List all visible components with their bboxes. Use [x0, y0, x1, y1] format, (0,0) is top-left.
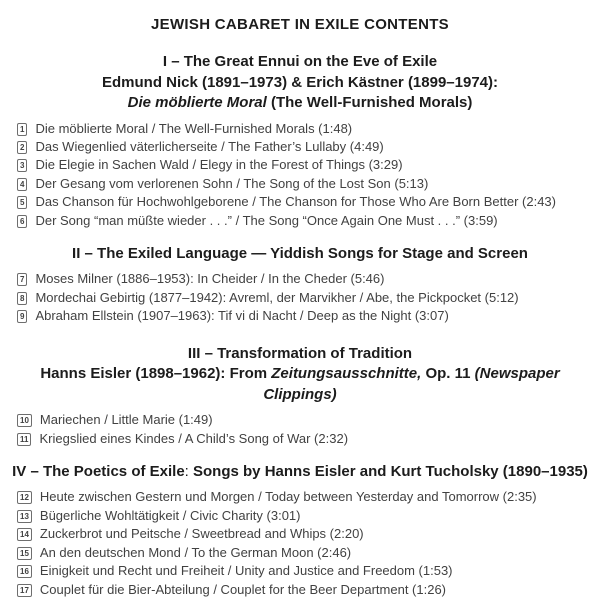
- section-1: [0, 52, 600, 230]
- track-title: Couplet für die Bier-Abteilung / Couplet for the Beer Department (1:26): [39, 581, 447, 597]
- work-title-translation-italic: (Newspaper Clippings): [263, 365, 560, 403]
- track-number-box: 3: [17, 159, 27, 172]
- track-row: [17, 581, 600, 599]
- track-title: An den deutschen Mond / To the German Moon (2:46): [39, 544, 352, 560]
- track-title: Bügerliche Wohltätigkeit / Civic Charity (3:01): [39, 507, 301, 523]
- section-4-heading: [8, 462, 592, 483]
- track-number-box: 9: [17, 310, 27, 323]
- section-3-heading-line-1: III – Transformation of Tradition: [187, 344, 413, 362]
- opus-number: Op. 11: [421, 365, 475, 383]
- track-title: Der Song “man müßte wieder . . .” / The Song “Once Again One Must . . .” (3:59): [35, 212, 498, 228]
- page-title: JEWISH CABARET IN EXILE CONTENTS: [151, 16, 449, 33]
- track-title: Moses Milner (1886–1953): In Cheider / In the Cheder (5:46): [35, 271, 385, 287]
- section-3: [0, 344, 600, 448]
- track-number-box: 16: [17, 565, 32, 578]
- track-title: Kriegslied eines Kindes / A Child’s Song of War (2:32): [39, 430, 349, 446]
- track-number-box: 13: [17, 510, 32, 523]
- track-row: [17, 562, 600, 580]
- track-number-box: 6: [17, 215, 27, 228]
- track-number-box: 4: [17, 178, 27, 191]
- work-title-italic: Zeitungsausschnitte,: [271, 365, 422, 383]
- track-row: [17, 430, 600, 448]
- track-title: Mordechai Gebirtig (1877–1942): Avreml, der Marvikher / Abe, the Pickpocket (5:12): [35, 289, 519, 305]
- track-row: [17, 156, 600, 174]
- track-row: [17, 289, 600, 307]
- track-number-box: 2: [17, 141, 27, 154]
- track-row: [17, 270, 600, 288]
- track-list-section-1: [0, 120, 600, 230]
- work-title-italic: Die möblierte Moral: [127, 94, 267, 111]
- track-number-box: 12: [17, 491, 32, 504]
- section-4-heading-line-1: [8, 462, 592, 483]
- track-number-box: 5: [17, 196, 27, 209]
- section-3-heading-line-2: [8, 364, 592, 405]
- section-2-heading: [8, 244, 592, 265]
- track-row: [17, 120, 600, 138]
- track-number-box: 1: [17, 123, 27, 136]
- section-4-heading-colon: :: [184, 462, 194, 480]
- track-row: [17, 193, 600, 211]
- track-row: [17, 544, 600, 562]
- track-number-box: 8: [17, 292, 27, 305]
- track-title: Der Gesang vom verlorenen Sohn / The Song of the Lost Son (5:13): [35, 175, 429, 191]
- section-1-heading-line-2: Edmund Nick (1891–1973) & Erich Kästner (1899–1974):: [101, 73, 499, 91]
- track-title: Die möblierte Moral / The Well-Furnished Morals (1:48): [35, 120, 353, 136]
- track-number-box: 17: [17, 584, 32, 597]
- track-number-box: 14: [17, 528, 32, 541]
- track-row: [17, 212, 600, 230]
- track-row: [17, 507, 600, 525]
- track-title: Heute zwischen Gestern und Morgen / Today between Yesterday and Tomorrow (2:35): [39, 489, 537, 505]
- track-row: [17, 307, 600, 325]
- section-4-heading-prefix: IV – The Poetics of Exile: [12, 462, 185, 480]
- work-title-translation: (The Well-Furnished Morals): [266, 94, 473, 111]
- track-title: Das Chanson für Hochwohlgeborene / The Chanson for Those Who Are Born Better (2:43): [35, 194, 556, 210]
- track-title: Mariechen / Little Marie (1:49): [39, 412, 213, 428]
- section-3-heading: [8, 344, 592, 406]
- section-4: [0, 462, 600, 599]
- section-2: [0, 244, 600, 326]
- section-1-heading-line-3: [8, 93, 592, 114]
- track-title: Einigkeit und Recht und Freiheit / Unity and Justice and Freedom (1:53): [39, 563, 453, 579]
- track-number-box: 11: [17, 433, 31, 446]
- track-number-box: 7: [17, 273, 27, 286]
- track-number-box: 15: [17, 547, 32, 560]
- track-list-section-3: [0, 411, 600, 448]
- track-title: Das Wiegenlied väterlicherseite / The Father’s Lullaby (4:49): [35, 138, 384, 154]
- track-row: [17, 488, 600, 506]
- track-row: [17, 138, 600, 156]
- track-title: Zuckerbrot und Peitsche / Sweetbread and Whips (2:20): [39, 526, 364, 542]
- track-title: Die Elegie in Sachen Wald / Elegy in the Forest of Things (3:29): [35, 157, 403, 173]
- section-4-heading-rest: Songs by Hanns Eisler and Kurt Tucholsky (1890–1935): [193, 462, 588, 480]
- track-title: Abraham Ellstein (1907–1963): Tif vi di Nacht / Deep as the Night (3:07): [35, 308, 449, 324]
- track-list-section-2: [0, 270, 600, 325]
- section-1-heading-line-1: I – The Great Ennui on the Eve of Exile: [162, 53, 438, 70]
- track-row: [17, 525, 600, 543]
- section-2-heading-line-1: II – The Exiled Language — Yiddish Songs for Stage and Screen: [72, 244, 528, 262]
- track-list-section-4: [0, 488, 600, 598]
- track-row: [17, 411, 600, 429]
- section-1-heading: [8, 52, 592, 114]
- composer-credit: Hanns Eisler (1898–1962): From: [40, 365, 272, 383]
- track-row: [17, 175, 600, 193]
- track-number-box: 10: [17, 414, 32, 427]
